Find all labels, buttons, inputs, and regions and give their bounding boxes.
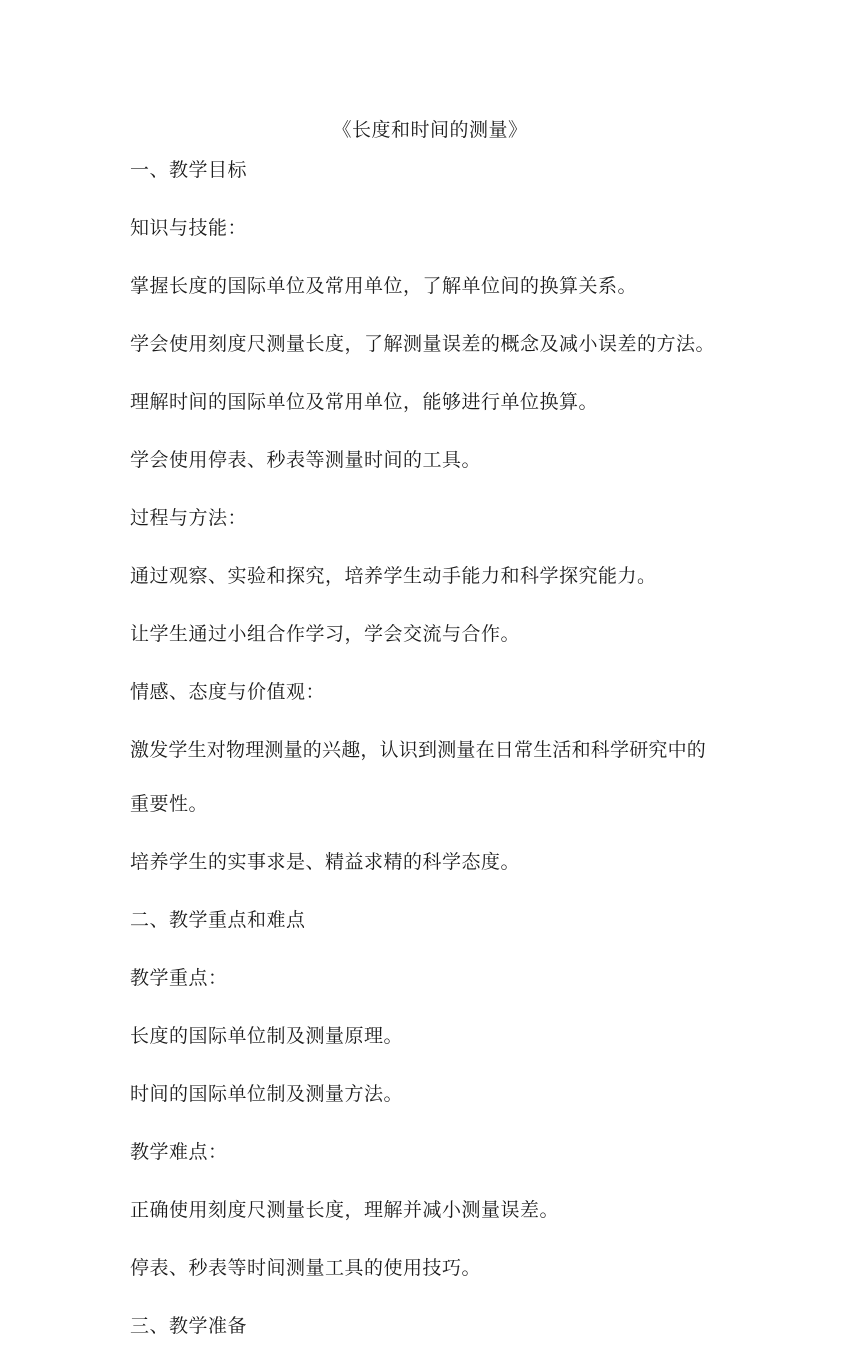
paragraph-line: 理解时间的国际单位及常用单位，能够进行单位换算。 <box>130 391 599 413</box>
paragraph-line: 时间的国际单位制及测量方法。 <box>130 1083 404 1105</box>
subheading-attitudes-values: 情感、态度与价值观： <box>130 681 326 703</box>
paragraph-line: 掌握长度的国际单位及常用单位，了解单位间的换算关系。 <box>130 275 638 297</box>
paragraph-line: 让学生通过小组合作学习，学会交流与合作。 <box>130 623 521 645</box>
paragraph-line: 长度的国际单位制及测量原理。 <box>130 1025 404 1047</box>
subheading-process-methods: 过程与方法： <box>130 507 248 529</box>
paragraph-line: 停表、秒表等时间测量工具的使用技巧。 <box>130 1257 482 1279</box>
paragraph-line-continued: 重要性。 <box>130 793 209 815</box>
subheading-key-points: 教学重点： <box>130 967 228 989</box>
section-heading-key-points: 二、教学重点和难点 <box>130 909 306 931</box>
paragraph-line: 学会使用刻度尺测量长度，了解测量误差的概念及减小误差的方法。 <box>130 333 716 355</box>
document-title: 《长度和时间的测量》 <box>332 119 528 141</box>
subheading-difficult-points: 教学难点： <box>130 1141 228 1163</box>
paragraph-line: 学会使用停表、秒表等测量时间的工具。 <box>130 449 482 471</box>
paragraph-line: 培养学生的实事求是、精益求精的科学态度。 <box>130 851 521 873</box>
paragraph-line: 通过观察、实验和探究，培养学生动手能力和科学探究能力。 <box>130 565 657 587</box>
paragraph-line: 激发学生对物理测量的兴趣，认识到测量在日常生活和科学研究中的 <box>130 739 707 761</box>
subheading-knowledge-skills: 知识与技能： <box>130 217 248 239</box>
section-heading-preparation: 三、教学准备 <box>130 1315 248 1337</box>
document-body <box>130 156 740 1370</box>
section-heading-objectives: 一、教学目标 <box>130 159 248 181</box>
paragraph-line: 正确使用刻度尺测量长度，理解并减小测量误差。 <box>130 1199 560 1221</box>
